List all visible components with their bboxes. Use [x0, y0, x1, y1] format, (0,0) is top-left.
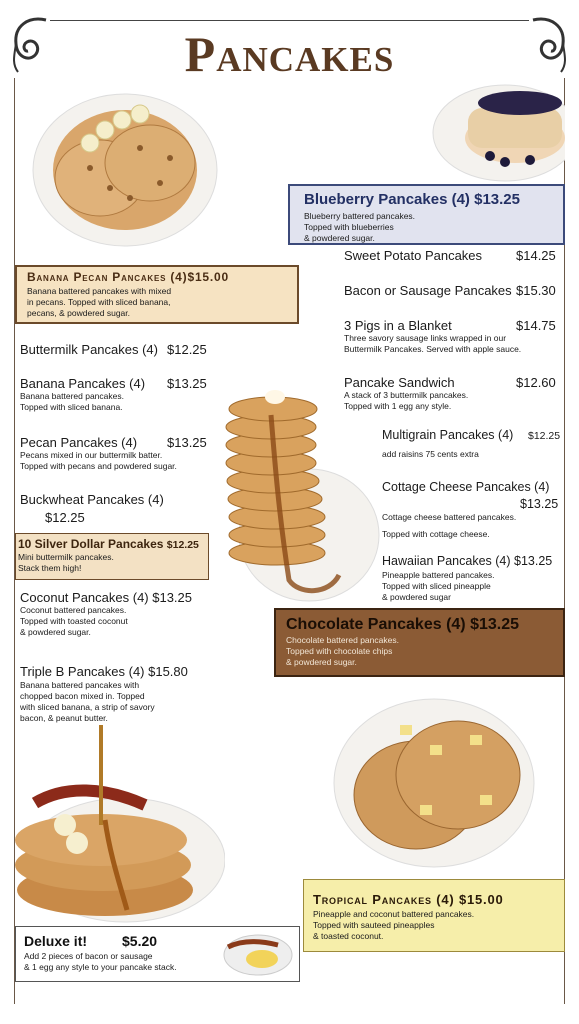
blueberry-desc-1: Blueberry battered pancakes.: [304, 211, 416, 221]
silver-dollar-name: 10 Silver Dollar Pancakes: [18, 537, 164, 551]
cottage-desc-1: Cottage cheese battered pancakes.: [382, 512, 517, 522]
chocolate-name: Chocolate Pancakes: [286, 616, 442, 633]
chocolate-desc-2: Topped with chocolate chips: [286, 646, 393, 656]
tropical-desc-3: & toasted coconut.: [313, 931, 384, 941]
buckwheat-price: $12.25: [45, 510, 85, 525]
blueberry-desc-2: Topped with blueberries: [304, 222, 394, 232]
buttermilk-name: Buttermilk Pancakes (4): [20, 342, 158, 357]
flourish-top-right-icon: [529, 14, 573, 74]
silver-dollar-desc-1: Mini buttermilk pancakes.: [18, 552, 114, 562]
deluxe-desc-1: Add 2 pieces of bacon or sausage: [24, 951, 153, 961]
hawaiian-name: Hawaiian Pancakes (4) $13.25: [382, 554, 553, 568]
tropical-name: Tropical Pancakes: [313, 892, 432, 907]
pigs-desc-1: Three savory sausage links wrapped in our: [344, 333, 507, 343]
tripleb-desc-3: with sliced banana, a strip of savory: [20, 702, 155, 712]
tropical-price: $15.00: [458, 892, 504, 907]
buckwheat-name: Buckwheat Pancakes (4): [20, 492, 164, 507]
cottage-name: Cottage Cheese Pancakes (4): [382, 480, 550, 494]
chocolate-desc-3: & powdered sugar.: [286, 657, 357, 667]
pecan-desc-1: Pecans mixed in our buttermilk batter.: [20, 450, 163, 460]
banana-pecan-name: Banana Pecan Pancakes (4): [27, 270, 188, 284]
chocolate-qty: (4): [446, 616, 466, 633]
banana-desc-2: Topped with sliced banana.: [20, 402, 123, 412]
tripleb-desc-4: bacon, & peanut butter.: [20, 713, 108, 723]
banana-pecan-desc-2: in pecans. Topped with sliced banana,: [27, 297, 171, 307]
bacon-sausage-price: $15.30: [516, 283, 556, 298]
bacon-egg-photo: [222, 931, 294, 977]
banana-pecan-desc-1: Banana battered pancakes with mixed: [27, 286, 172, 296]
banana-pecan-feature-box: [15, 265, 299, 324]
flourish-top-left-icon: [6, 14, 50, 74]
chocolate-desc-1: Chocolate battered pancakes.: [286, 635, 399, 645]
sandwich-price: $12.60: [516, 375, 556, 390]
banana-desc-1: Banana battered pancakes.: [20, 391, 124, 401]
pigs-name: 3 Pigs in a Blanket: [344, 318, 452, 333]
tropical-photo: [330, 695, 540, 870]
buttermilk-price: $12.25: [167, 342, 207, 357]
coconut-desc-1: Coconut battered pancakes.: [20, 605, 127, 615]
blueberry-price: $13.25: [474, 191, 520, 208]
tropical-desc-1: Pineapple and coconut battered pancakes.: [313, 909, 475, 919]
tropical-desc-2: Topped with sauteed pineapples: [313, 920, 435, 930]
cottage-price: $13.25: [520, 497, 559, 511]
pecan-name: Pecan Pancakes (4): [20, 435, 138, 450]
tropical-feature-box: [303, 879, 565, 952]
sweet-potato-price: $14.25: [516, 248, 556, 263]
pancake-stack-photo: [209, 385, 381, 607]
deluxe-price: $5.20: [122, 933, 158, 949]
banana-pecan-price: $15.00: [187, 270, 229, 284]
tripleb-desc-1: Banana battered pancakes with: [20, 680, 140, 690]
sandwich-name: Pancake Sandwich: [344, 375, 455, 390]
pecan-desc-2: Topped with pecans and powdered sugar.: [20, 461, 177, 471]
bacon-sausage-name: Bacon or Sausage Pancakes: [344, 283, 512, 298]
coconut-desc-3: & powdered sugar.: [20, 627, 91, 637]
tripleb-desc-2: chopped bacon mixed in. Topped: [20, 691, 145, 701]
pecan-price: $13.25: [167, 435, 207, 450]
multigrain-desc: add raisins 75 cents extra: [382, 449, 479, 459]
deluxe-feature-box: [15, 926, 300, 982]
blueberry-feature-box: [288, 184, 565, 245]
blueberry-name: Blueberry Pancakes: [304, 191, 448, 208]
deluxe-desc-2: & 1 egg any style to your pancake stack.: [24, 962, 177, 972]
chocolate-feature-box: [274, 608, 565, 677]
chocolate-price: $13.25: [470, 616, 520, 633]
silver-dollar-price: $12.25: [166, 539, 199, 551]
hawaiian-desc-2: Topped with sliced pineapple: [382, 581, 491, 591]
sandwich-desc-1: A stack of 3 buttermilk pancakes.: [344, 390, 469, 400]
pigs-price: $14.75: [516, 318, 556, 333]
tropical-qty: (4): [436, 892, 455, 907]
blueberry-qty: (4): [451, 191, 470, 208]
silver-dollar-feature-box: [15, 533, 209, 580]
sweet-potato-name: Sweet Potato Pancakes: [344, 248, 483, 263]
silver-dollar-desc-2: Stack them high!: [18, 563, 82, 573]
multigrain-name: Multigrain Pancakes (4): [382, 428, 514, 442]
banana-price: $13.25: [167, 376, 207, 391]
multigrain-price: $12.25: [528, 430, 561, 442]
page-title: Pancakes: [184, 26, 395, 82]
hawaiian-desc-1: Pineapple battered pancakes.: [382, 570, 495, 580]
triple-b-photo: [15, 725, 225, 925]
blueberry-photo: [430, 78, 565, 183]
banana-name: Banana Pancakes (4): [20, 376, 146, 391]
banana-pecan-desc-3: pecans, & powdered sugar.: [27, 308, 131, 318]
banana-pecan-photo: [30, 88, 220, 248]
header-rule: [50, 20, 529, 21]
deluxe-name: Deluxe it!: [24, 933, 88, 949]
coconut-name: Coconut Pancakes (4) $13.25: [20, 590, 192, 605]
cottage-desc-2: Topped with cottage cheese.: [382, 529, 490, 539]
pigs-desc-2: Buttermilk Pancakes. Served with apple sauce.: [344, 344, 522, 354]
blueberry-desc-3: & powdered sugar.: [304, 233, 375, 243]
coconut-desc-2: Topped with toasted coconut: [20, 616, 128, 626]
hawaiian-desc-3: & powdered sugar: [382, 592, 451, 602]
sandwich-desc-2: Topped with 1 egg any style.: [344, 401, 452, 411]
tripleb-name: Triple B Pancakes (4) $15.80: [20, 664, 188, 679]
